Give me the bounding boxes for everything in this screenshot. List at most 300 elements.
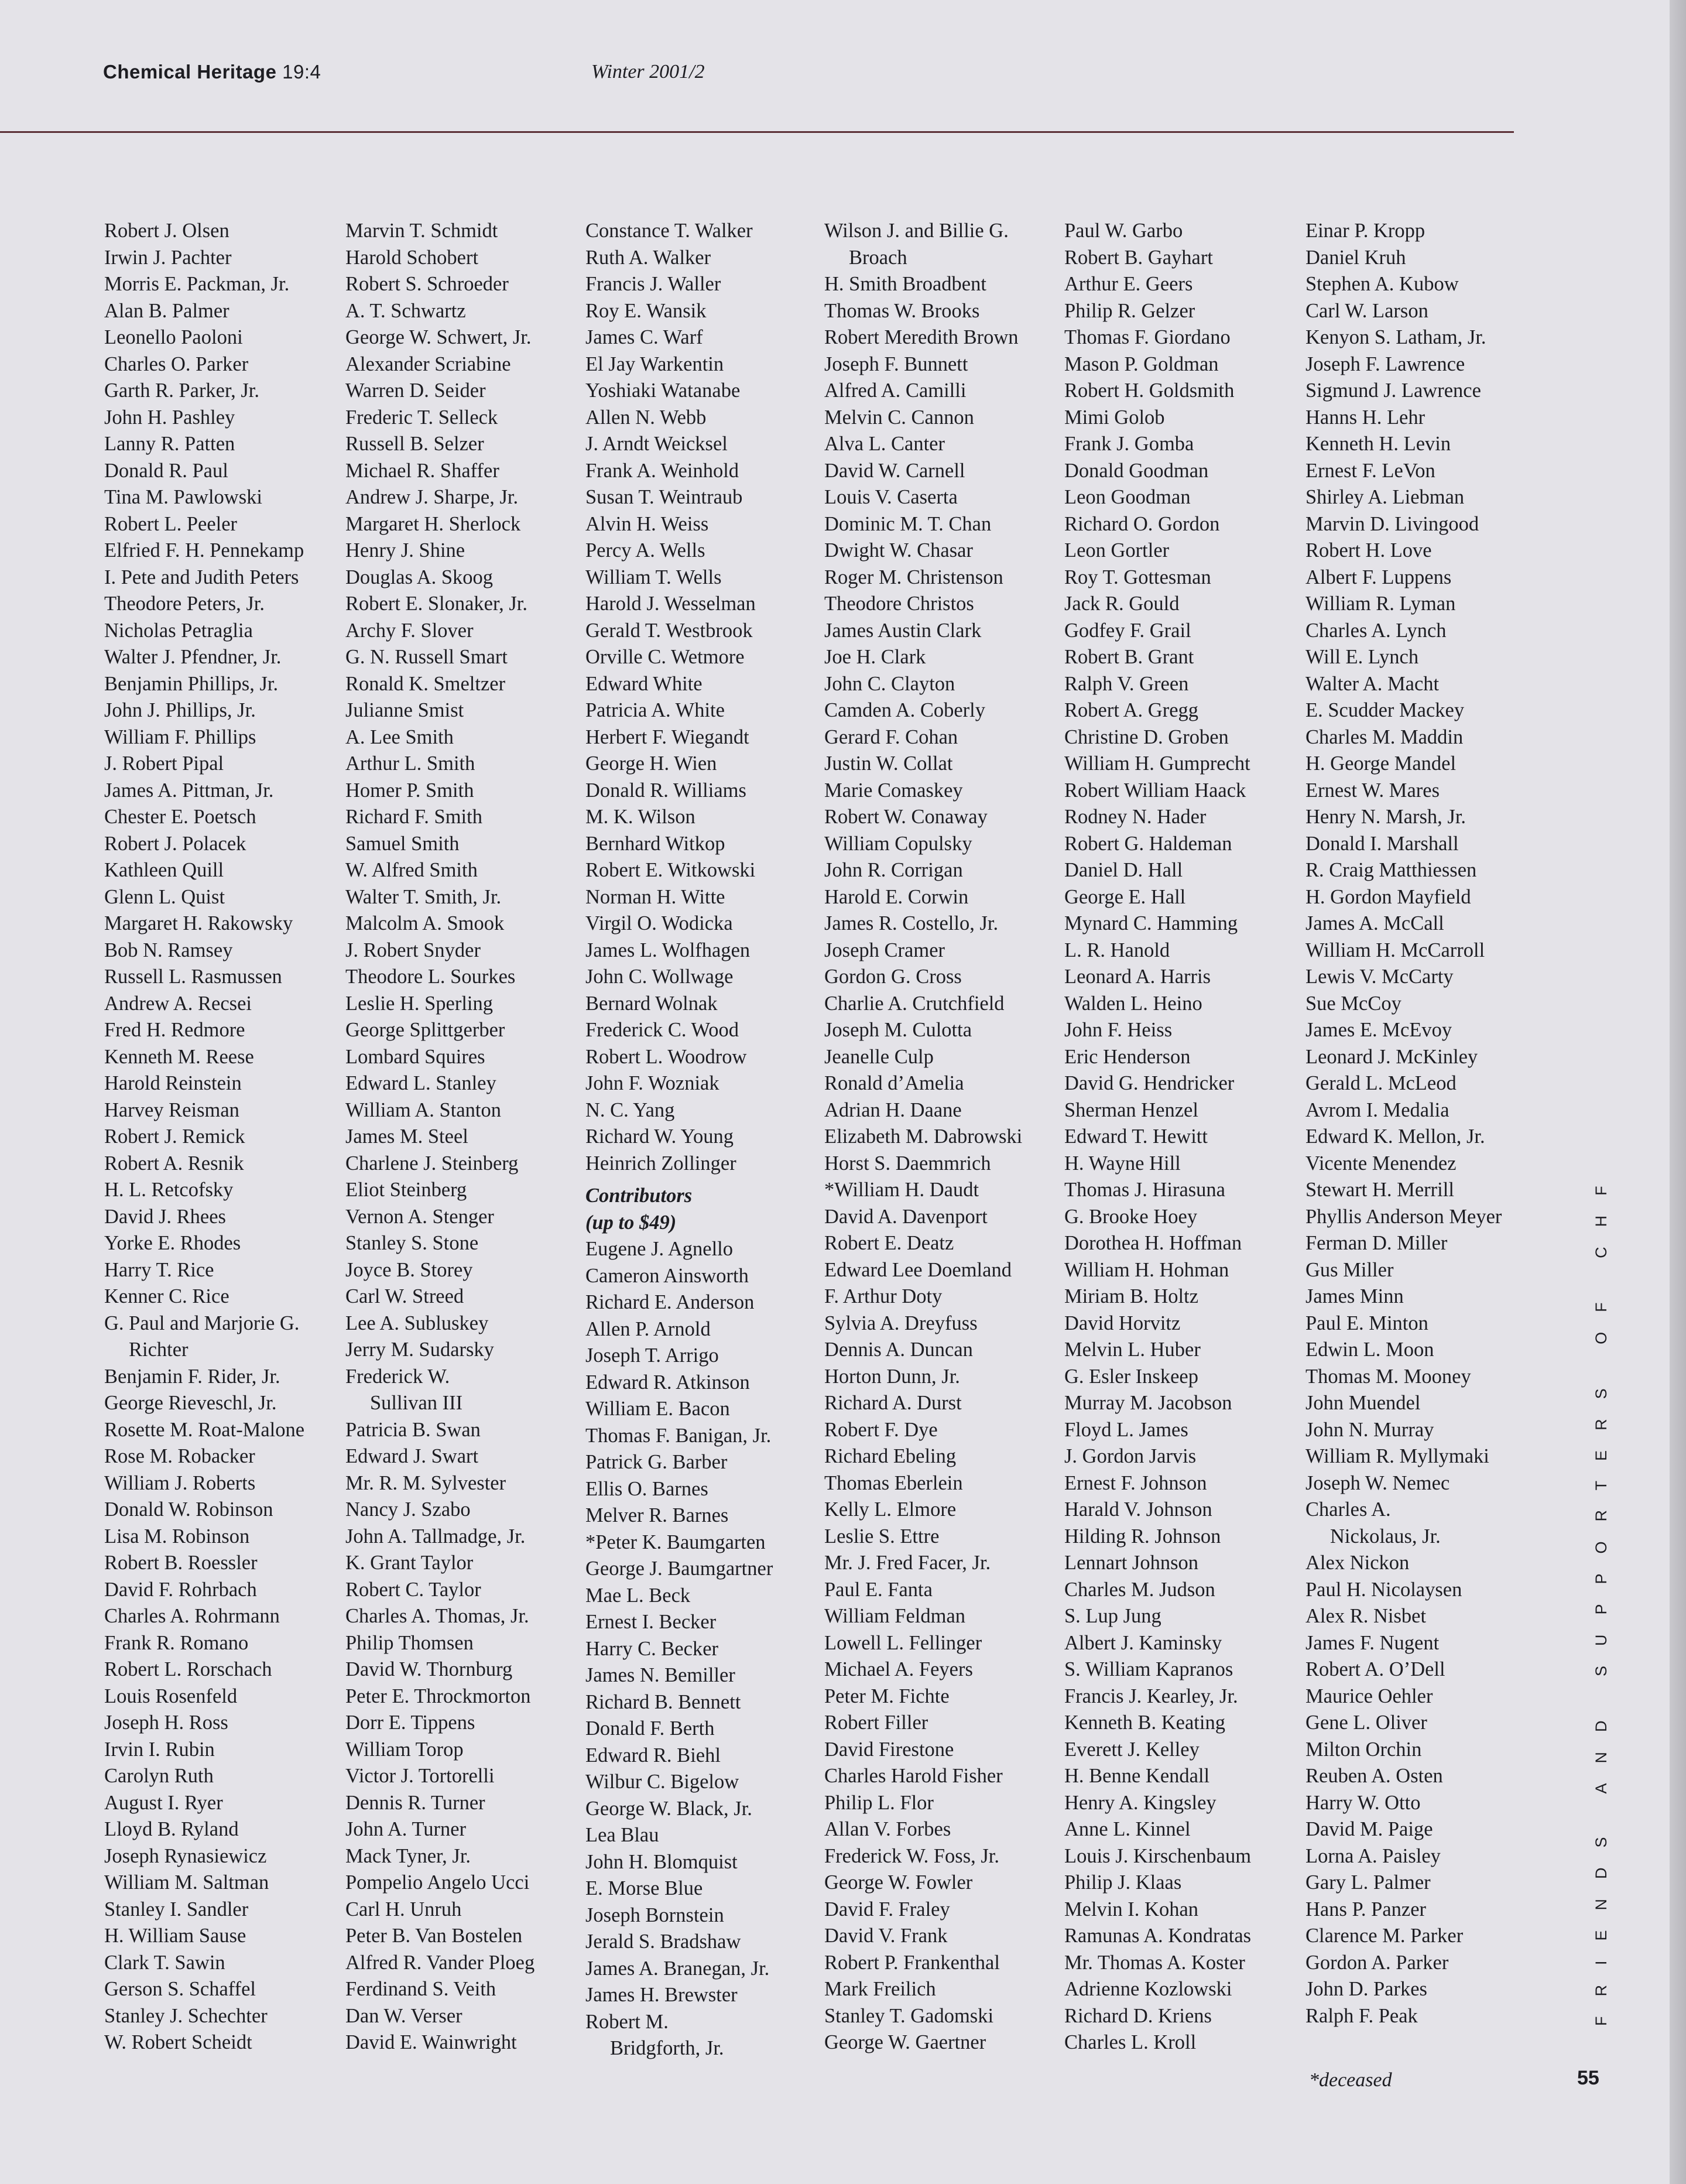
name-entry: Horton Dunn, Jr. <box>824 1365 960 1388</box>
name-entry: Alex R. Nisbet <box>1305 1605 1427 1627</box>
name-entry: Edward Lee Doemland <box>824 1258 1012 1281</box>
name-entry: H. George Mandel <box>1305 752 1457 775</box>
name-entry: Joseph F. Bunnett <box>824 352 968 375</box>
name-entry: Peter B. Van Bostelen <box>345 1925 523 1947</box>
name-entry: W. Alfred Smith <box>345 859 478 881</box>
name-entry: I. Pete and Judith Peters <box>104 566 299 588</box>
name-entry: Horst S. Daemmrich <box>824 1152 991 1175</box>
name-entry: H. L. Retcofsky <box>104 1179 234 1201</box>
name-entry: Ellis O. Barnes <box>585 1477 708 1500</box>
name-entry: Robert E. Deatz <box>824 1232 954 1254</box>
name-entry: George J. Baumgartner <box>585 1557 773 1580</box>
volume-number: 19:4 <box>282 61 321 83</box>
name-entry: Cameron Ainsworth <box>585 1264 749 1287</box>
name-entry: Frank A. Weinhold <box>585 459 739 482</box>
name-entry: Paul W. Garbo <box>1064 220 1183 242</box>
name-entry: Hanns H. Lehr <box>1305 406 1425 429</box>
name-entry: Robert A. O’Dell <box>1305 1658 1445 1680</box>
name-entry: Philip R. Gelzer <box>1064 299 1195 322</box>
name-entry: Miriam B. Holtz <box>1064 1285 1199 1307</box>
section-heading: (up to $49) <box>585 1211 677 1234</box>
name-entry: Robert L. Rorschach <box>104 1658 272 1680</box>
name-entry: Thomas Eberlein <box>824 1471 963 1494</box>
name-entry: Marvin T. Schmidt <box>345 220 498 242</box>
section-heading: Contributors <box>585 1185 693 1207</box>
name-entry: Stanley T. Gadomski <box>824 2004 994 2027</box>
name-entry: J. Arndt Weicksel <box>585 433 728 455</box>
name-entry: Philip J. Klaas <box>1064 1871 1182 1894</box>
name-entry: Jeanelle Culp <box>824 1045 934 1068</box>
name-entry: Hilding R. Johnson <box>1064 1525 1221 1548</box>
name-entry-continuation: Nickolaus, Jr. <box>1330 1525 1441 1548</box>
name-entry: Lisa M. Robinson <box>104 1525 250 1548</box>
name-entry: Donald W. Robinson <box>104 1498 273 1521</box>
name-entry: Peter E. Throckmorton <box>345 1685 531 1707</box>
name-entry: Theodore Peters, Jr. <box>104 593 265 615</box>
name-entry: Robert H. Love <box>1305 539 1432 562</box>
name-entry: Richard O. Gordon <box>1064 512 1220 535</box>
name-entry: Paul E. Minton <box>1305 1312 1428 1334</box>
name-entry: Benjamin F. Rider, Jr. <box>104 1365 280 1388</box>
name-entry: Mason P. Goldman <box>1064 352 1219 375</box>
name-entry: Lorna A. Paisley <box>1305 1844 1441 1867</box>
name-entry: E. Morse Blue <box>585 1877 703 1899</box>
publication-title: Chemical Heritage <box>103 61 277 83</box>
name-entry: Alfred A. Camilli <box>824 379 967 402</box>
name-entry: Mack Tyner, Jr. <box>345 1844 471 1867</box>
name-entry: Henry A. Kingsley <box>1064 1791 1216 1814</box>
name-entry: Glenn L. Quist <box>104 885 225 908</box>
name-entry: Leonard A. Harris <box>1064 966 1211 988</box>
name-entry: John F. Heiss <box>1064 1019 1173 1041</box>
name-entry: Walter T. Smith, Jr. <box>345 885 502 908</box>
name-column-5 <box>1064 218 1251 2056</box>
name-entry: Richard F. Smith <box>345 806 482 828</box>
name-entry: Harold Schobert <box>345 246 479 269</box>
name-entry: Gerard F. Cohan <box>824 725 958 748</box>
name-entry: Gordon A. Parker <box>1305 1951 1449 1974</box>
name-entry: Joseph Rynasiewicz <box>104 1844 267 1867</box>
name-entry: Elizabeth M. Dabrowski <box>824 1125 1023 1148</box>
name-entry: Walden L. Heino <box>1064 992 1202 1015</box>
name-entry: John F. Wozniak <box>585 1072 719 1094</box>
name-entry: Richard D. Kriens <box>1064 2004 1212 2027</box>
name-entry: Rodney N. Hader <box>1064 806 1207 828</box>
name-entry: Robert Meredith Brown <box>824 326 1019 348</box>
name-entry: Margaret H. Rakowsky <box>104 912 293 934</box>
name-entry: Ronald K. Smeltzer <box>345 672 506 695</box>
name-entry: Adrian H. Daane <box>824 1098 962 1121</box>
name-entry: Charlene J. Steinberg <box>345 1152 519 1175</box>
name-entry: Robert A. Resnik <box>104 1152 244 1175</box>
name-entry: Theodore Christos <box>824 593 974 615</box>
name-entry: Paul E. Fanta <box>824 1578 933 1601</box>
name-entry: William T. Wells <box>585 566 722 588</box>
name-entry: Thomas F. Banigan, Jr. <box>585 1424 772 1447</box>
name-entry: Chester E. Poetsch <box>104 806 256 828</box>
name-entry: Robert E. Witkowski <box>585 859 756 881</box>
name-entry: G. Paul and Marjorie G. <box>104 1312 300 1334</box>
name-entry: Joseph Cramer <box>824 939 945 961</box>
name-entry: John J. Phillips, Jr. <box>104 699 256 721</box>
name-entry: William A. Stanton <box>345 1098 501 1121</box>
name-entry: Carl W. Streed <box>345 1285 464 1307</box>
name-entry: Norman H. Witte <box>585 885 725 908</box>
name-entry: Walter J. Pfendner, Jr. <box>104 646 282 668</box>
name-entry: William Copulsky <box>824 832 972 855</box>
name-entry: Robert B. Gayhart <box>1064 246 1213 269</box>
name-entry: Alfred R. Vander Ploeg <box>345 1951 535 1974</box>
name-entry: H. Benne Kendall <box>1064 1765 1210 1787</box>
name-entry: Richard W. Young <box>585 1125 734 1148</box>
name-entry: Charles M. Judson <box>1064 1578 1215 1601</box>
name-entry: Edward R. Atkinson <box>585 1371 750 1394</box>
name-entry: Harry W. Otto <box>1305 1791 1421 1814</box>
name-entry: Irwin J. Pachter <box>104 246 232 269</box>
name-entry: Gordon G. Cross <box>824 966 962 988</box>
name-entry: Percy A. Wells <box>585 539 705 562</box>
name-entry: Robert J. Olsen <box>104 220 229 242</box>
name-entry: Roy E. Wansik <box>585 299 707 322</box>
name-entry: Lennart Johnson <box>1064 1552 1199 1574</box>
name-entry: Julianne Smist <box>345 699 464 721</box>
name-entry: Virgil O. Wodicka <box>585 912 733 934</box>
name-entry: Albert F. Luppens <box>1305 566 1452 588</box>
name-entry: Archy F. Slover <box>345 619 474 642</box>
name-entry: Floyd L. James <box>1064 1418 1188 1441</box>
name-entry: David W. Carnell <box>824 459 965 482</box>
name-entry: Dorothea H. Hoffman <box>1064 1232 1242 1254</box>
name-entry: G. Brooke Hoey <box>1064 1205 1198 1228</box>
name-entry: George E. Hall <box>1064 885 1186 908</box>
name-entry: Kenner C. Rice <box>104 1285 229 1307</box>
name-entry: James N. Bemiller <box>585 1664 735 1686</box>
name-entry: Lowell L. Fellinger <box>824 1631 982 1654</box>
name-entry: David F. Rohrbach <box>104 1578 257 1601</box>
name-entry: W. Robert Scheidt <box>104 2031 252 2053</box>
name-entry: Joseph M. Culotta <box>824 1019 972 1041</box>
name-entry: Phyllis Anderson Meyer <box>1305 1205 1502 1228</box>
name-entry: Christine D. Groben <box>1064 725 1229 748</box>
name-entry: David Horvitz <box>1064 1312 1181 1334</box>
name-entry: Robert H. Goldsmith <box>1064 379 1235 402</box>
name-entry: Harold E. Corwin <box>824 885 969 908</box>
name-entry: Marvin D. Livingood <box>1305 512 1479 535</box>
name-entry: David V. Frank <box>824 1925 948 1947</box>
name-entry: Michael R. Shaffer <box>345 459 499 482</box>
name-entry: El Jay Warkentin <box>585 352 724 375</box>
name-entry: H. Smith Broadbent <box>824 273 986 295</box>
name-entry: William E. Bacon <box>585 1398 730 1420</box>
name-entry: Pompelio Angelo Ucci <box>345 1871 530 1894</box>
name-entry: George W. Fowler <box>824 1871 973 1894</box>
name-entry: H. Gordon Mayfield <box>1305 885 1471 908</box>
name-entry: Justin W. Collat <box>824 752 953 775</box>
name-entry: Alva L. Canter <box>824 433 945 455</box>
name-entry: Robert A. Gregg <box>1064 699 1199 721</box>
name-column-1 <box>104 218 304 2056</box>
name-entry: G. N. Russell Smart <box>345 646 508 668</box>
issue-date: Winter 2001/2 <box>591 61 705 83</box>
name-entry: Lee A. Subluskey <box>345 1312 489 1334</box>
name-entry: Harold J. Wesselman <box>585 593 756 615</box>
name-entry: John D. Parkes <box>1305 1978 1427 2000</box>
name-entry: August I. Ryer <box>104 1791 223 1814</box>
name-entry: Mr. Thomas A. Koster <box>1064 1951 1245 1974</box>
name-entry: Melver R. Barnes <box>585 1504 729 1526</box>
name-entry: Margaret H. Sherlock <box>345 512 521 535</box>
name-entry: Louis J. Kirschenbaum <box>1064 1844 1252 1867</box>
name-entry: Robert L. Woodrow <box>585 1045 747 1068</box>
name-entry: K. Grant Taylor <box>345 1552 474 1574</box>
name-entry: G. Esler Inskeep <box>1064 1365 1198 1388</box>
name-entry: Ernest F. LeVon <box>1305 459 1435 482</box>
name-entry: Donald R. Williams <box>585 779 746 802</box>
name-entry: H. Wayne Hill <box>1064 1152 1181 1175</box>
name-entry: Nancy J. Szabo <box>345 1498 471 1521</box>
name-entry: J. Robert Pipal <box>104 752 224 775</box>
name-entry: Thomas J. Hirasuna <box>1064 1179 1225 1201</box>
name-entry: Leonard J. McKinley <box>1305 1045 1478 1068</box>
name-entry: Michael A. Feyers <box>824 1658 973 1680</box>
name-entry: Leslie S. Ettre <box>824 1525 940 1548</box>
name-entry: Ramunas A. Kondratas <box>1064 1925 1252 1947</box>
name-entry: Orville C. Wetmore <box>585 646 745 668</box>
name-entry: Harry C. Becker <box>585 1637 719 1660</box>
name-entry: Donald R. Paul <box>104 459 228 482</box>
name-entry: Philip Thomsen <box>345 1631 474 1654</box>
name-entry: Dwight W. Chasar <box>824 539 973 562</box>
name-entry: Richard B. Bennett <box>585 1690 741 1713</box>
name-entry: Joe H. Clark <box>824 646 926 668</box>
name-entry: Harry T. Rice <box>104 1258 214 1281</box>
name-entry: Donald Goodman <box>1064 459 1209 482</box>
name-entry: Sherman Henzel <box>1064 1098 1198 1121</box>
name-entry: Arthur L. Smith <box>345 752 475 775</box>
name-entry: *William H. Daudt <box>824 1179 979 1201</box>
name-entry: Gerald T. Westbrook <box>585 619 753 642</box>
deceased-footnote: *deceased <box>1309 2069 1392 2091</box>
name-entry: Robert G. Haldeman <box>1064 832 1232 855</box>
name-entry: Robert L. Peeler <box>104 512 238 535</box>
name-entry: Joseph Bornstein <box>585 1904 724 1926</box>
name-entry: Vernon A. Stenger <box>345 1205 494 1228</box>
name-entry: Frank J. Gomba <box>1064 433 1194 455</box>
name-entry: Ferman D. Miller <box>1305 1232 1448 1254</box>
name-entry: Patricia B. Swan <box>345 1418 481 1441</box>
name-entry: Frank R. Romano <box>104 1631 249 1654</box>
name-entry: M. K. Wilson <box>585 806 695 828</box>
name-entry: Yorke E. Rhodes <box>104 1232 241 1254</box>
name-entry: Rosette M. Roat-Malone <box>104 1418 305 1441</box>
name-entry: Robert J. Polacek <box>104 832 246 855</box>
name-entry: Murray M. Jacobson <box>1064 1392 1232 1414</box>
name-entry: Clark T. Sawin <box>104 1951 225 1974</box>
name-entry: Eliot Steinberg <box>345 1179 467 1201</box>
name-entry: Milton Orchin <box>1305 1738 1422 1761</box>
name-entry-continuation: Richter <box>129 1339 189 1361</box>
name-column-2 <box>345 218 534 2056</box>
name-entry: Melvin L. Huber <box>1064 1339 1201 1361</box>
name-entry: Alex Nickon <box>1305 1552 1410 1574</box>
name-entry: Irvin I. Rubin <box>104 1738 215 1761</box>
name-entry: William H. Gumprecht <box>1064 752 1250 775</box>
name-entry: Dan W. Verser <box>345 2004 462 2027</box>
name-entry: David W. Thornburg <box>345 1658 513 1680</box>
name-entry: Melvin C. Cannon <box>824 406 974 429</box>
name-entry: Patricia A. White <box>585 699 725 721</box>
name-entry: Henry N. Marsh, Jr. <box>1305 806 1466 828</box>
name-entry: Russell B. Selzer <box>345 433 484 455</box>
name-entry: J. Robert Snyder <box>345 939 481 961</box>
name-entry: E. Scudder Mackey <box>1305 699 1465 721</box>
name-entry: Gene L. Oliver <box>1305 1711 1427 1734</box>
name-entry: John Muendel <box>1305 1392 1421 1414</box>
name-entry: Walter A. Macht <box>1305 672 1440 695</box>
page-number: 55 <box>1577 2067 1599 2089</box>
name-column-6 <box>1305 218 1502 2029</box>
name-entry: Richard A. Durst <box>824 1392 962 1414</box>
name-entry: John R. Corrigan <box>824 859 963 881</box>
name-entry: Bernhard Witkop <box>585 832 725 855</box>
name-entry: Robert E. Slonaker, Jr. <box>345 593 527 615</box>
name-entry: Henry J. Shine <box>345 539 465 562</box>
name-entry: Charles A. Rohrmann <box>104 1605 280 1627</box>
name-entry: John C. Wollwage <box>585 966 734 988</box>
name-entry: Joseph W. Nemec <box>1305 1471 1450 1494</box>
name-entry: Robert S. Schroeder <box>345 273 509 295</box>
name-entry: Donald F. Berth <box>585 1717 715 1740</box>
name-entry: H. William Sause <box>104 1925 246 1947</box>
name-entry: James A. Pittman, Jr. <box>104 779 274 802</box>
name-entry: Melvin I. Kohan <box>1064 1898 1199 1921</box>
name-entry: Stephen A. Kubow <box>1305 273 1459 295</box>
name-entry: Richard Ebeling <box>824 1445 957 1467</box>
name-entry: Camden A. Coberly <box>824 699 986 721</box>
name-entry: Douglas A. Skoog <box>345 566 494 588</box>
name-entry: James M. Steel <box>345 1125 468 1148</box>
name-entry: Ralph V. Green <box>1064 672 1189 695</box>
name-entry: John H. Pashley <box>104 406 235 429</box>
name-entry: Benjamin Phillips, Jr. <box>104 672 279 695</box>
name-entry: Edward White <box>585 672 702 695</box>
name-entry: Gerald L. McLeod <box>1305 1072 1457 1094</box>
name-entry: Thomas W. Brooks <box>824 299 980 322</box>
name-entry: Richard E. Anderson <box>585 1291 755 1313</box>
name-entry: Francis J. Kearley, Jr. <box>1064 1685 1238 1707</box>
name-entry: Ralph F. Peak <box>1305 2004 1418 2027</box>
name-entry: Kenyon S. Latham, Jr. <box>1305 326 1486 348</box>
name-entry: Stanley I. Sandler <box>104 1898 249 1921</box>
name-entry: George H. Wien <box>585 752 717 775</box>
name-entry: Ernest W. Mares <box>1305 779 1440 802</box>
name-entry: Charlie A. Crutchfield <box>824 992 1005 1015</box>
name-entry: David J. Rhees <box>104 1205 226 1228</box>
name-entry: Russell L. Rasmussen <box>104 966 282 988</box>
name-entry: Francis J. Waller <box>585 273 721 295</box>
name-entry: Theodore L. Sourkes <box>345 966 516 988</box>
name-entry: Rose M. Robacker <box>104 1445 255 1467</box>
name-entry: Charles A. <box>1305 1498 1391 1521</box>
name-entry: Reuben A. Osten <box>1305 1765 1443 1787</box>
name-entry: Carl H. Unruh <box>345 1898 462 1921</box>
name-entry: Mae L. Beck <box>585 1584 691 1607</box>
name-entry: Kathleen Quill <box>104 859 224 881</box>
name-entry: Robert B. Grant <box>1064 646 1194 668</box>
name-entry: David A. Davenport <box>824 1205 988 1228</box>
name-entry: Lloyd B. Ryland <box>104 1818 239 1840</box>
name-entry: Hans P. Panzer <box>1305 1898 1427 1921</box>
name-entry: F. Arthur Doty <box>824 1285 943 1307</box>
name-entry: James A. Branegan, Jr. <box>585 1957 770 1980</box>
name-entry: Sigmund J. Lawrence <box>1305 379 1481 402</box>
name-entry: S. Lup Jung <box>1064 1605 1161 1627</box>
name-entry: Alan B. Palmer <box>104 299 229 322</box>
name-entry: Kelly L. Elmore <box>824 1498 957 1521</box>
name-entry: Daniel Kruh <box>1305 246 1406 269</box>
name-entry: Bob N. Ramsey <box>104 939 233 961</box>
name-entry: Joyce B. Storey <box>345 1258 473 1281</box>
name-entry: Leon Goodman <box>1064 486 1191 508</box>
name-entry: George W. Schwert, Jr. <box>345 326 532 348</box>
name-entry: Leon Gortler <box>1064 539 1170 562</box>
name-entry: Robert F. Dye <box>824 1418 938 1441</box>
name-entry: Adrienne Kozlowski <box>1064 1978 1232 2000</box>
header-divider <box>0 131 1514 133</box>
name-entry: Dennis R. Turner <box>345 1791 485 1814</box>
name-entry: Constance T. Walker <box>585 220 753 242</box>
name-entry: Dominic M. T. Chan <box>824 512 992 535</box>
name-entry: Paul H. Nicolaysen <box>1305 1578 1462 1601</box>
name-entry-continuation: Sullivan III <box>370 1392 463 1414</box>
name-entry: Edwin L. Moon <box>1305 1339 1434 1361</box>
name-entry: Allen P. Arnold <box>585 1317 711 1340</box>
name-entry: John A. Turner <box>345 1818 467 1840</box>
name-entry: Kenneth M. Reese <box>104 1045 254 1068</box>
name-entry: James F. Nugent <box>1305 1631 1440 1654</box>
name-entry: Charles M. Maddin <box>1305 725 1464 748</box>
name-entry: David E. Wainwright <box>345 2031 517 2053</box>
name-entry: Thomas F. Giordano <box>1064 326 1231 348</box>
name-entry: Sue McCoy <box>1305 992 1401 1015</box>
name-entry: Stanley J. Schechter <box>104 2004 268 2027</box>
name-entry: Harald V. Johnson <box>1064 1498 1212 1521</box>
name-entry: George Rieveschl, Jr. <box>104 1392 277 1414</box>
name-column-4 <box>824 218 1022 2056</box>
name-entry: Morris E. Packman, Jr. <box>104 273 290 295</box>
name-entry: Robert B. Roessler <box>104 1552 258 1574</box>
name-entry: James R. Costello, Jr. <box>824 912 999 934</box>
name-entry: James Austin Clark <box>824 619 982 642</box>
name-entry: Roger M. Christenson <box>824 566 1003 588</box>
name-entry: Charles O. Parker <box>104 352 249 375</box>
name-entry: Will E. Lynch <box>1305 646 1419 668</box>
name-entry: Mr. R. M. Sylvester <box>345 1471 506 1494</box>
name-entry: Edward J. Swart <box>345 1445 479 1467</box>
name-entry: John N. Murray <box>1305 1418 1434 1441</box>
name-entry: Alvin H. Weiss <box>585 512 709 535</box>
name-entry: Donald I. Marshall <box>1305 832 1459 855</box>
name-entry: Robert Filler <box>824 1711 928 1734</box>
name-entry: Lanny R. Patten <box>104 433 235 455</box>
name-entry: Stewart H. Merrill <box>1305 1179 1454 1201</box>
name-entry: Samuel Smith <box>345 832 460 855</box>
name-entry: A. T. Schwartz <box>345 299 466 322</box>
name-entry: Mr. J. Fred Facer, Jr. <box>824 1552 991 1574</box>
name-entry: Wilson J. and Billie G. <box>824 220 1009 242</box>
page-edge-shadow <box>1670 0 1686 2184</box>
name-entry: Edward L. Stanley <box>345 1072 496 1094</box>
